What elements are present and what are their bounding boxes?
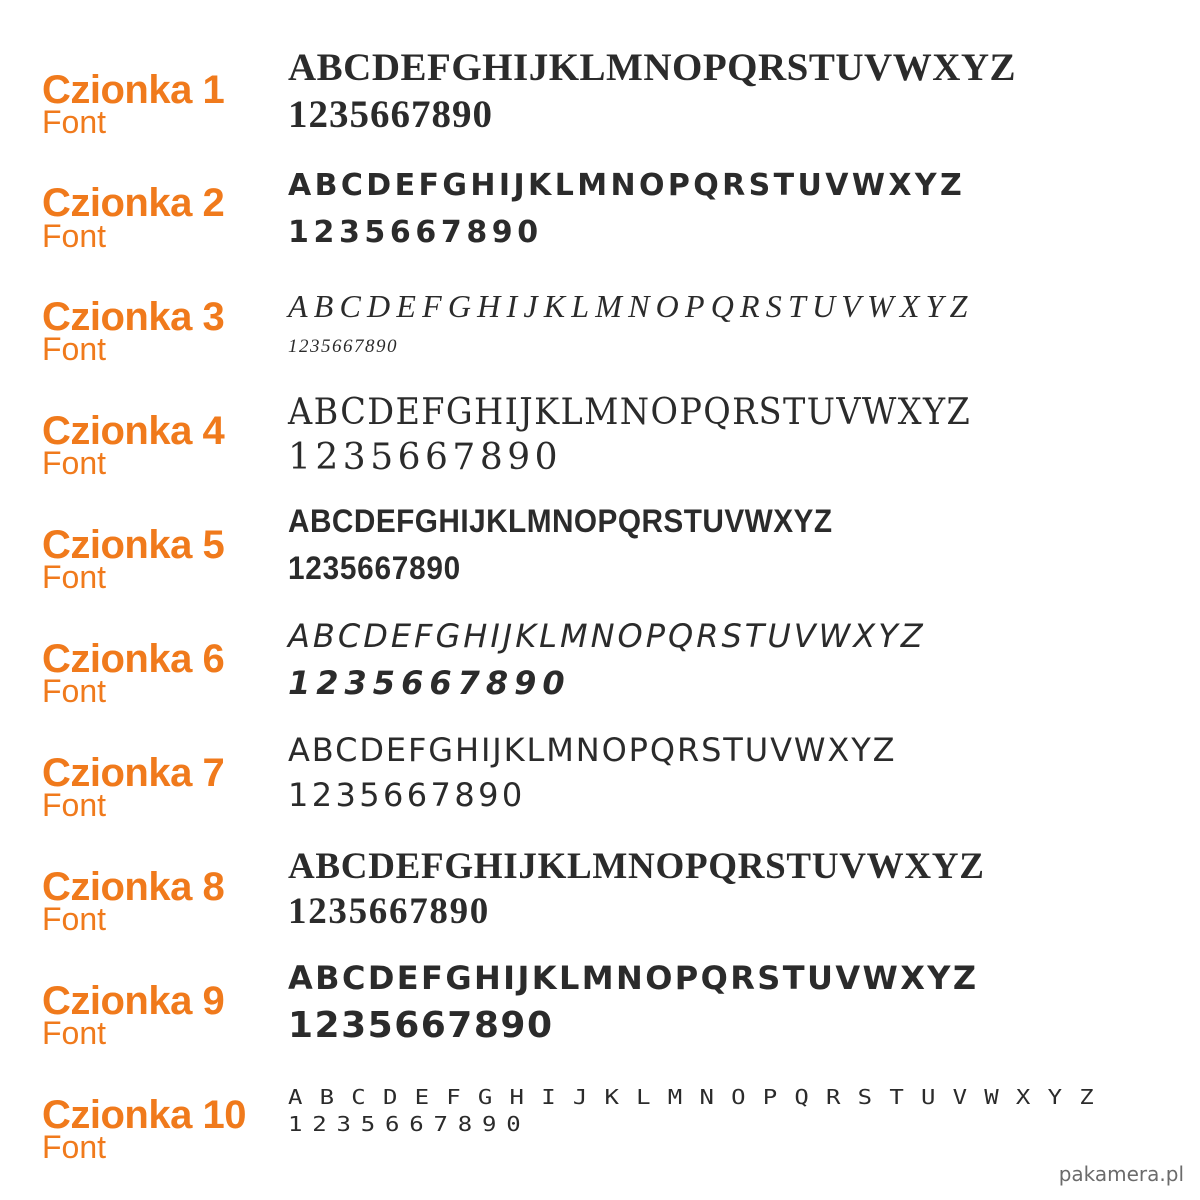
font-subtitle: Font (42, 901, 107, 937)
alphabet-sample: ABCDEFGHIJKLMNOPQRSTUVWXYZ (288, 392, 972, 433)
digits-sample: 1235667890 (288, 891, 490, 932)
font-subtitle: Font (42, 331, 107, 367)
alphabet-sample: ABCDEFGHIJKLMNOPQRSTUVWXYZ (288, 503, 833, 539)
font-subtitle: Font (42, 218, 107, 254)
digits-sample: 1235667890 (288, 1005, 554, 1046)
font-subtitle: Font (42, 1015, 107, 1051)
font-subtitle: Font (42, 104, 107, 140)
font-subtitle: Font (42, 673, 107, 709)
font-subtitle: Font (42, 559, 107, 595)
digits-sample: 1235667890 (288, 664, 571, 702)
font-title: Czionka 7 (42, 751, 225, 795)
font-title: Czionka 3 (42, 295, 225, 339)
digits-sample: 1235667890 (288, 437, 563, 478)
font-title: Czionka 4 (42, 409, 225, 453)
digits-sample: 1235667890 (288, 776, 526, 814)
font-title: Czionka 8 (42, 865, 225, 909)
alphabet-sample: ABCDEFGHIJKLMNOPQRSTUVWXYZ (288, 288, 974, 324)
font-title: Czionka 2 (42, 181, 225, 225)
alphabet-sample: ABCDEFGHIJKLMNOPQRSTUVWXYZ (288, 617, 926, 655)
alphabet-sample: ABCDEFGHIJKLMNOPQRSTUVWXYZ (288, 731, 897, 769)
font-subtitle: Font (42, 445, 107, 481)
font-title: Czionka 5 (42, 523, 225, 567)
font-title: Czionka 10 (42, 1093, 246, 1137)
font-title: Czionka 9 (42, 979, 225, 1023)
font-subtitle: Font (42, 787, 107, 823)
alphabet-sample: ABCDEFGHIJKLMNOPQRSTUVWXYZ (288, 846, 985, 887)
alphabet-sample: ABCDEFGHIJKLMNOPQRSTUVWXYZ (288, 1085, 1111, 1110)
alphabet-sample: ABCDEFGHIJKLMNOPQRSTUVWXYZ (288, 46, 1017, 89)
font-subtitle: Font (42, 1129, 107, 1165)
alphabet-sample: ABCDEFGHIJKLMNOPQRSTUVWXYZ (288, 959, 979, 997)
font-title: Czionka 6 (42, 637, 225, 681)
digits-sample: 1235667890 (288, 336, 398, 357)
digits-sample: 1235667890 (288, 215, 543, 250)
watermark-logo: pakamera.pl (1058, 1162, 1184, 1186)
alphabet-sample: ABCDEFGHIJKLMNOPQRSTUVWXYZ (288, 168, 966, 203)
digits-sample: 1235667890 (288, 550, 461, 586)
digits-sample: 1235667890 (288, 1112, 531, 1137)
digits-sample: 1235667890 (288, 93, 493, 136)
font-title: Czionka 1 (42, 68, 225, 112)
